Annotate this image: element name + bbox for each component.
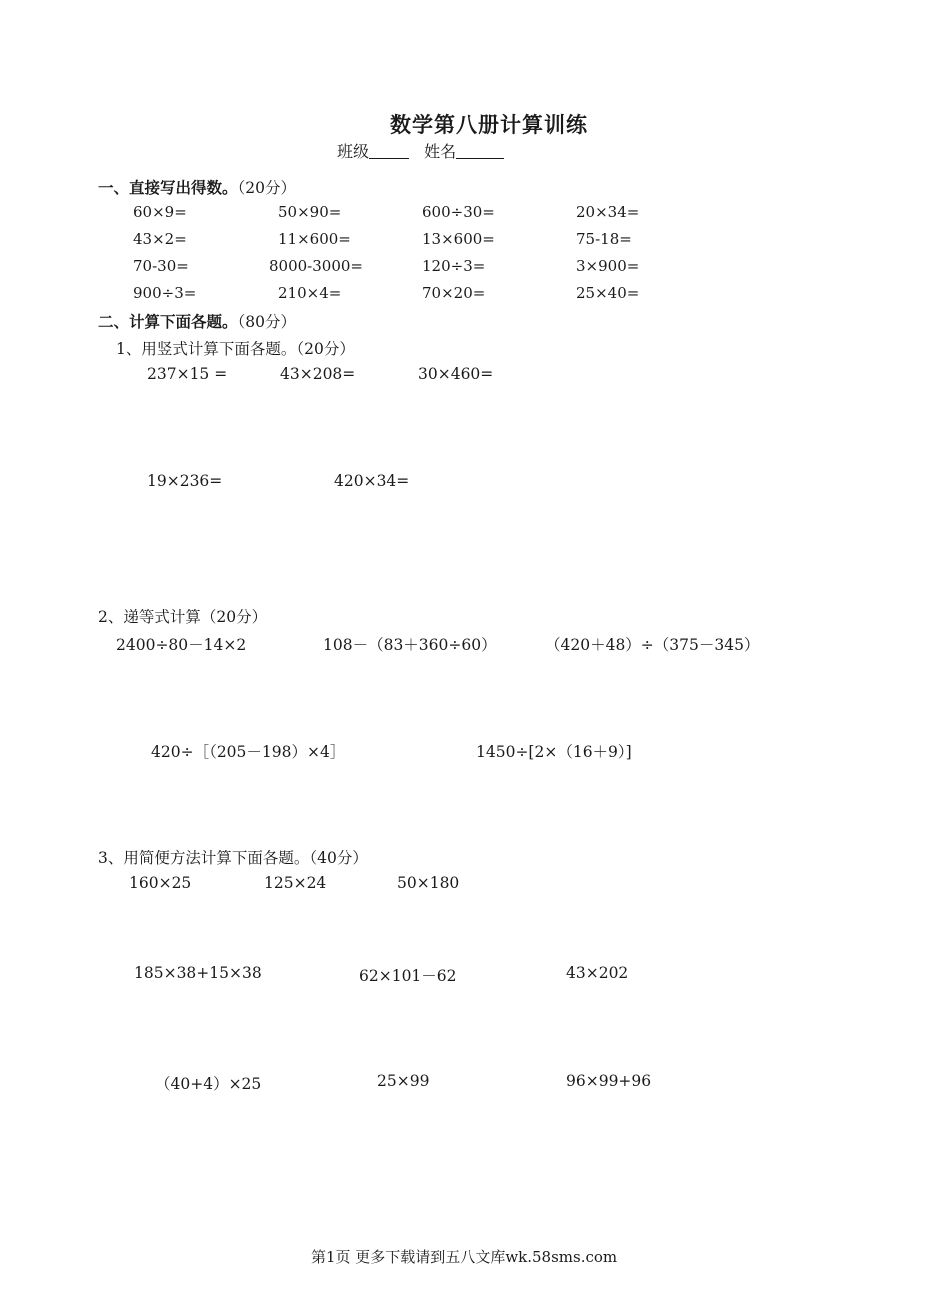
vertical-problem: 420×34= [334,472,410,490]
vertical-problem: 43×208= [280,365,356,383]
part2-heading: 2、递等式计算（20分） [98,608,268,626]
oral-item: 900÷3= [133,284,197,302]
vertical-problem: 30×460= [418,365,494,383]
section2-heading [98,310,296,332]
name-label: 姓名 [424,142,457,161]
oral-item: 60×9= [133,203,187,221]
oral-item: 25×40= [576,284,640,302]
oral-item: 75-18= [576,230,632,248]
shortcut-problem: 25×99 [377,1072,430,1090]
section1-title: 一、直接写出得数。 [98,178,238,197]
oral-item: 50×90= [278,203,342,221]
section2-points: （80分） [237,313,296,331]
part1-heading: 1、用竖式计算下面各题。（20分） [116,340,355,358]
oral-item: 43×2= [133,230,187,248]
step-problem: （420＋48）÷（375－345） [545,636,760,654]
oral-item: 600÷30= [422,203,495,221]
name-blank[interactable] [456,142,504,159]
student-info-line [337,139,504,162]
section1-heading [98,176,296,198]
oral-item: 70-30= [133,257,189,275]
page-title: 数学第八册计算训练 [390,112,588,137]
vertical-problem: 237×15 = [147,365,228,383]
shortcut-problem: 43×202 [566,964,629,982]
oral-item: 11×600= [278,230,351,248]
oral-item: 3×900= [576,257,640,275]
part3-heading: 3、用简便方法计算下面各题。（40分） [98,849,368,867]
shortcut-problem: 185×38+15×38 [134,964,262,982]
oral-item: 210×4= [278,284,342,302]
section1-points: （20分） [237,179,296,197]
shortcut-problem: （40+4）×25 [155,1075,262,1093]
oral-item: 70×20= [422,284,486,302]
step-problem: 2400÷80－14×2 [116,636,247,654]
shortcut-problem: 62×101－62 [359,967,457,985]
step-problem: 108－（83＋360÷60） [323,636,497,654]
section2-title: 二、计算下面各题。 [98,312,238,331]
vertical-problem: 19×236= [147,472,223,490]
step-problem: 1450÷[2×（16＋9）] [476,743,632,761]
class-blank[interactable] [369,142,409,159]
shortcut-problem: 50×180 [397,874,460,892]
class-label: 班级 [337,142,370,161]
page-footer: 第1页 更多下载请到五八文库wk.58sms.com [311,1248,618,1266]
oral-item: 120÷3= [422,257,486,275]
oral-item: 13×600= [422,230,495,248]
oral-item: 20×34= [576,203,640,221]
step-problem: 420÷［（205－198）×4］ [151,743,346,761]
oral-item: 8000-3000= [269,257,363,275]
shortcut-problem: 160×25 [129,874,192,892]
shortcut-problem: 125×24 [264,874,327,892]
shortcut-problem: 96×99+96 [566,1072,652,1090]
